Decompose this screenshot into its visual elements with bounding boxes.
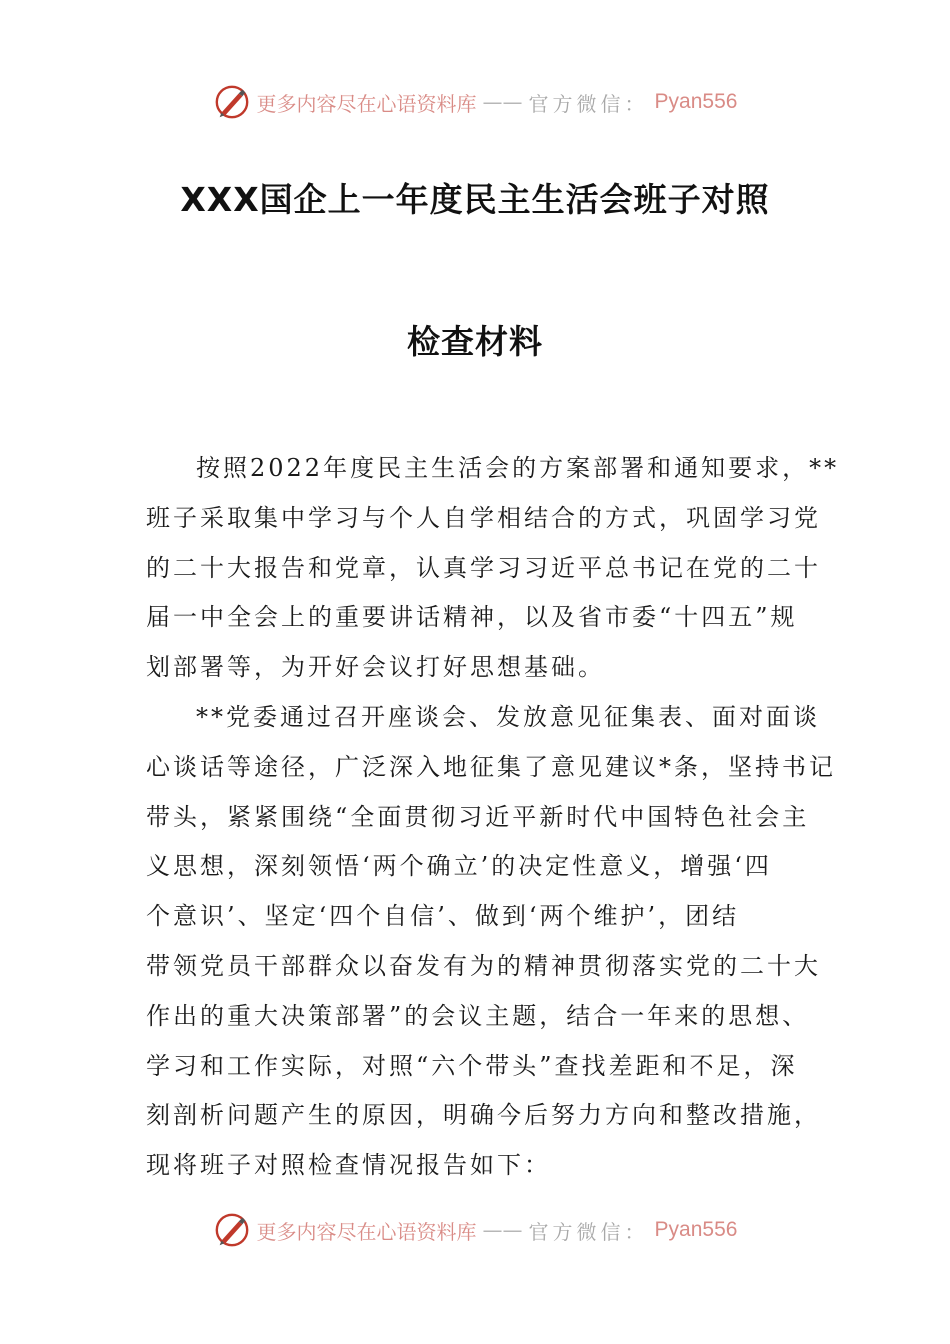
- body-line: 义思想，深刻领悟‘两个确立’的决定性意义，增强‘四: [146, 852, 772, 881]
- body-line: 带头，紧紧围绕“全面贯彻习近平新时代中国特色社会主: [146, 802, 810, 831]
- watermark-separator: ——: [482, 90, 523, 114]
- body-line: 按照2022年度民主生活会的方案部署和通知要求，**: [196, 454, 840, 482]
- body-line: 的二十大报告和党章，认真学习习近平总书记在党的二十: [146, 553, 821, 582]
- watermark-wechat-id: Pyan556: [654, 1218, 738, 1241]
- document-body: [146, 444, 840, 1191]
- pen-logo-icon: [213, 83, 251, 121]
- watermark-site-text: 更多内容尽在心语资料库: [256, 1219, 477, 1244]
- watermark-wechat-label: 官方微信：: [528, 1219, 649, 1244]
- header-watermark: [0, 80, 950, 124]
- body-line: 刻剖析问题产生的原因，明确今后努力方向和整改措施，: [146, 1101, 821, 1130]
- body-line: 届一中全会上的重要讲话精神，以及省市委“十四五”规: [146, 603, 798, 632]
- document-title-line-2: 检查材料: [407, 322, 543, 361]
- body-line: 作出的重大决策部署”的会议主题，结合一年来的思想、: [146, 1001, 810, 1030]
- footer-watermark: [0, 1208, 950, 1252]
- body-line: 带领党员干部群众以奋发有为的精神贯彻落实党的二十大: [146, 951, 821, 980]
- body-line: 现将班子对照检查情况报告如下：: [146, 1151, 551, 1180]
- watermark-site-text: 更多内容尽在心语资料库: [256, 91, 477, 116]
- watermark-separator: ——: [482, 1218, 523, 1242]
- pen-logo-icon: [213, 1211, 251, 1249]
- body-line: 个意识’、坚定‘四个自信’、做到‘两个维护’，团结: [146, 902, 740, 931]
- body-line: 划部署等，为开好会议打好思想基础。: [146, 653, 605, 682]
- body-line: 班子采取集中学习与个人自学相结合的方式，巩固学习党: [146, 503, 821, 532]
- document-title-line-1: XXX国企上一年度民主生活会班子对照: [180, 180, 770, 219]
- watermark-wechat-id: Pyan556: [654, 90, 738, 113]
- body-line: 心谈话等途径，广泛深入地征集了意见建议*条，坚持书记: [146, 752, 836, 781]
- watermark-wechat-label: 官方微信：: [528, 91, 649, 116]
- body-line: **党委通过召开座谈会、发放意见征集表、面对面谈: [196, 702, 820, 731]
- body-line: 学习和工作实际，对照“六个带头”查找差距和不足，深: [146, 1051, 798, 1080]
